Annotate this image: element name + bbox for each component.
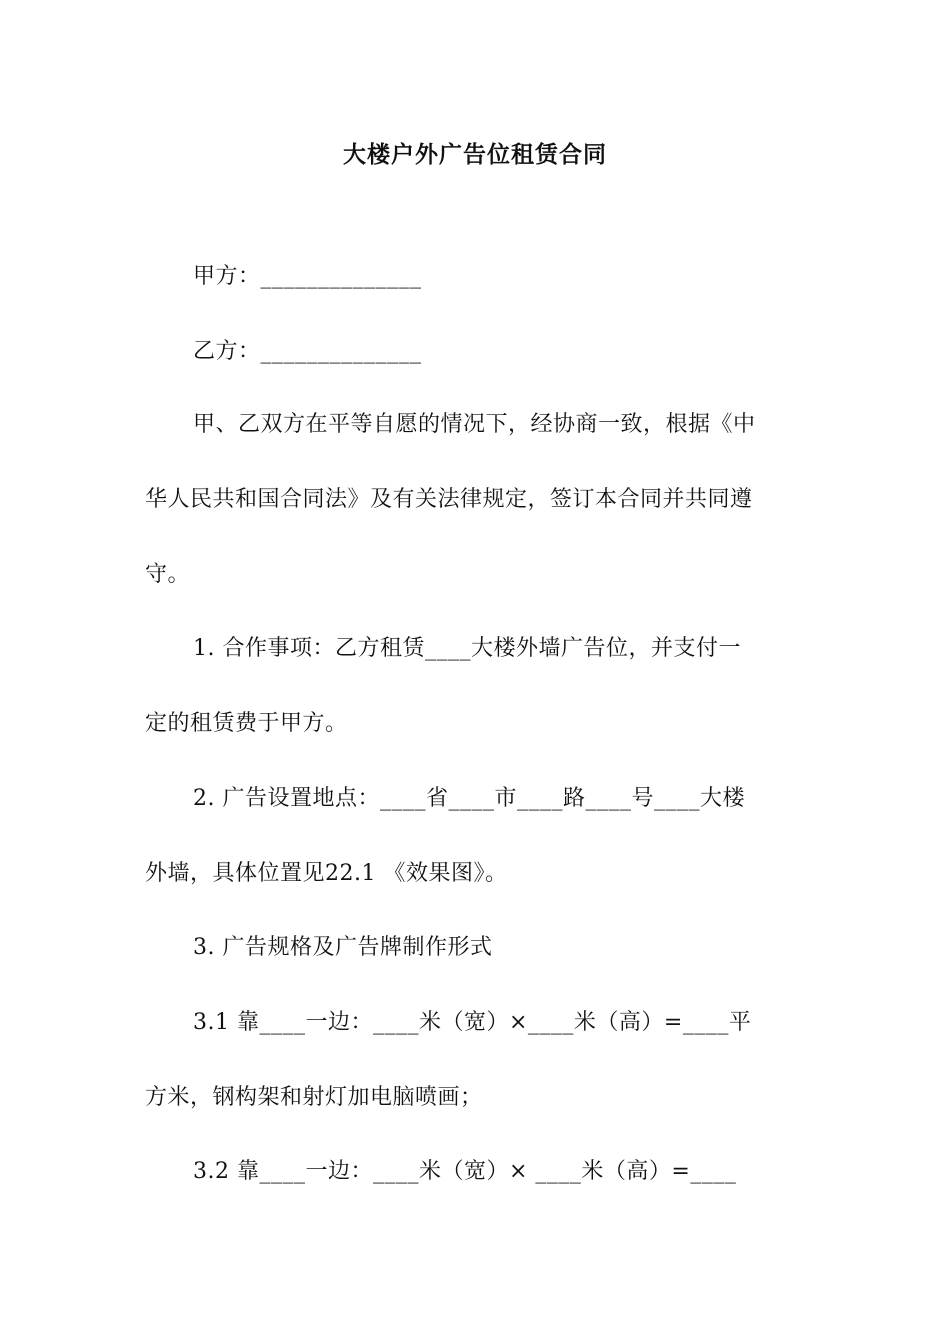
party-a-line: 甲方：______________ xyxy=(193,264,422,289)
clause-1-line-2: 定的租赁费于甲方。 xyxy=(145,711,348,736)
clause-1-line-1: 1. 合作事项：乙方租赁____大楼外墙广告位，并支付一 xyxy=(193,636,741,661)
party-b-line: 乙方：______________ xyxy=(193,339,422,364)
preamble-line-3: 守。 xyxy=(145,562,191,587)
clause-2-line-2: 外墙，具体位置见22.1 《效果图》。 xyxy=(145,861,508,886)
clause-3-1-line-1: 3.1 靠____一边：____米（宽）×____米（高）=____平 xyxy=(193,1010,752,1035)
document-title: 大楼户外广告位租赁合同 xyxy=(343,141,607,168)
clause-3-1-line-2: 方米，钢构架和射灯加电脑喷画； xyxy=(145,1085,483,1110)
clause-3-heading: 3. 广告规格及广告牌制作形式 xyxy=(193,935,493,960)
preamble-line-1: 甲、乙双方在平等自愿的情况下，经协商一致，根据《中 xyxy=(193,412,756,437)
preamble-line-2: 华人民共和国合同法》及有关法律规定，签订本合同并共同遵 xyxy=(145,487,753,512)
clause-2-line-1: 2. 广告设置地点：____省____市____路____号____大楼 xyxy=(193,786,745,811)
clause-3-2-line-1: 3.2 靠____一边：____米（宽）× ____米（高）=____ xyxy=(193,1159,737,1184)
